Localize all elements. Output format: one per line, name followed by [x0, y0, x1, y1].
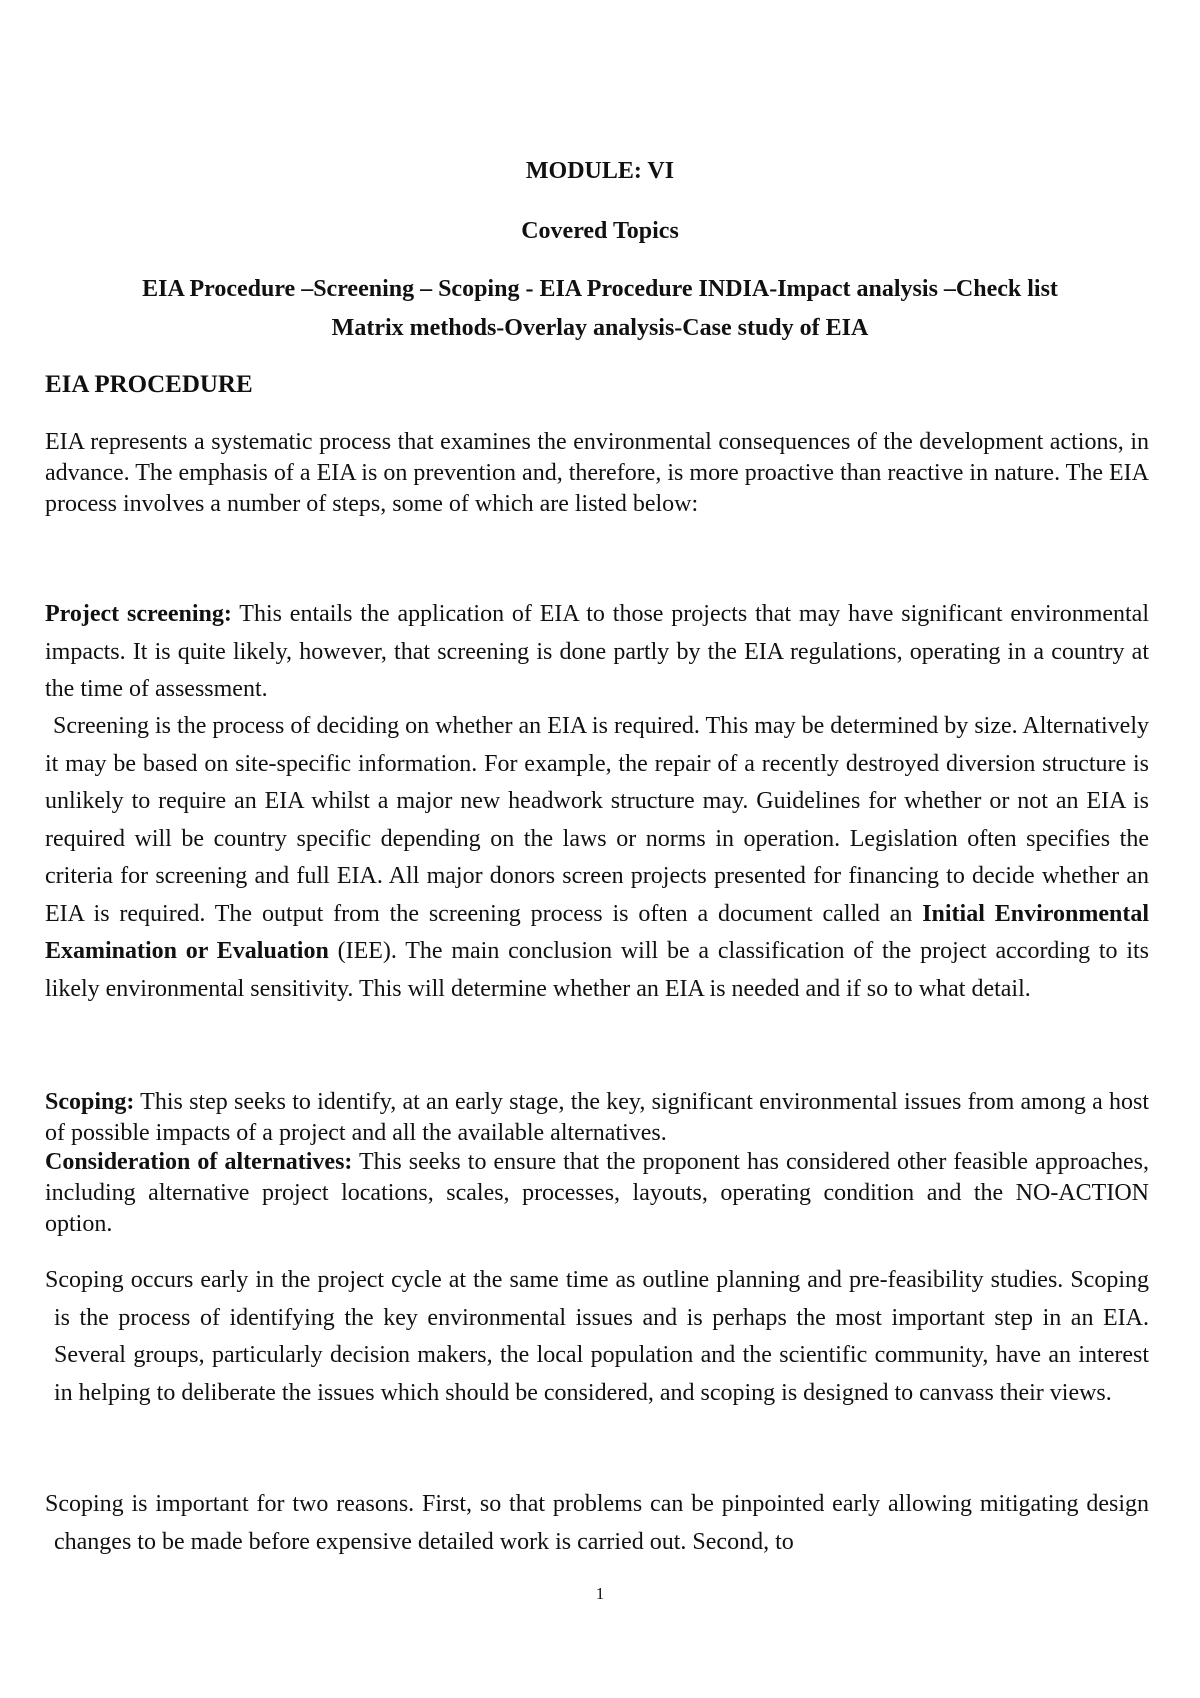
scoping-occurs-paragraph: Scoping occurs early in the project cycle at the same time as outline planning and pre-feasibility studies. Scoping is the process of identifying the key environmental issues and is perhaps the most important step in an EIA. Several groups, particularly decision makers, the local population and the scientific community, have an interest in helping to deliberate the issues which should be considered, and scoping is designed to canvass their views. — [45, 1267, 1149, 1406]
module-title: MODULE: VI — [525, 158, 675, 184]
scoping-label: Scoping: — [45, 1089, 135, 1115]
project-screening-paragraph — [45, 596, 1149, 709]
scoping-definition-paragraph — [45, 1087, 1149, 1149]
iee-term: Initial Environmental Examination or Evaluation — [45, 900, 1149, 964]
section-heading: EIA PROCEDURE — [45, 371, 253, 398]
covered-topics-title: Covered Topics — [521, 218, 679, 244]
intro-paragraph: EIA represents a systematic process that examines the environmental consequences of the development actions, in advance. The emphasis of a EIA is on prevention and, therefore, is more proactive than reactive in nature. The EIA process involves a number of steps, some of which are listed below: — [45, 429, 1149, 517]
alternatives-text: This seeks to ensure that the proponent has considered other feasible approaches, including alternative project locations, scales, processes, layouts, operating condition and the NO-ACTION option. — [45, 1149, 1149, 1237]
screening-detail-paragraph — [45, 708, 1149, 1008]
topics-line-2: Matrix methods-Overlay analysis-Case study of EIA — [331, 315, 869, 341]
scoping-definition-text: This step seeks to identify, at an early stage, the key, significant environmental issues from among a host of possible impacts of a project and all the available alternatives. — [45, 1089, 1149, 1146]
alternatives-paragraph — [45, 1147, 1149, 1240]
alternatives-label: Consideration of alternatives: — [45, 1149, 353, 1175]
scoping-importance-paragraph: Scoping is important for two reasons. First, so that problems can be pinpointed early allowing mitigating design changes to be made before expensive detailed work is carried out. Second, to — [45, 1491, 1149, 1555]
project-screening-label: Project screening: — [45, 601, 232, 627]
project-screening-text: This entails the application of EIA to those projects that may have significant environmental impacts. It is quite likely, however, that screening is done partly by the EIA regulations, operating in a country at the time of assessment. — [45, 601, 1150, 702]
page-number: 1 — [595, 1584, 605, 1603]
topics-line-1: EIA Procedure –Screening – Scoping - EIA Procedure INDIA-Impact analysis –Check list — [142, 276, 1058, 302]
screening-detail-text-2: (IEE). The main conclusion will be a classification of the project according to its likely environmental sensitivity. This will determine whether an EIA is needed and if so to what detail. — [45, 938, 1149, 1002]
screening-detail-text-1: Screening is the process of deciding on whether an EIA is required. This may be determined by size. Alternatively it may be based on site-specific information. For example, the repair of a recently destroyed diversion structure is unlikely to require an EIA whilst a major new headwork structure may. Guidelines for whether or not an EIA is required will be country specific depending on the laws or norms in operation. Legislation often specifies the criteria for screening and full EIA. All major donors screen projects presented for financing to decide whether an EIA is required. The output from the screening process is often a document called an — [45, 713, 1149, 927]
